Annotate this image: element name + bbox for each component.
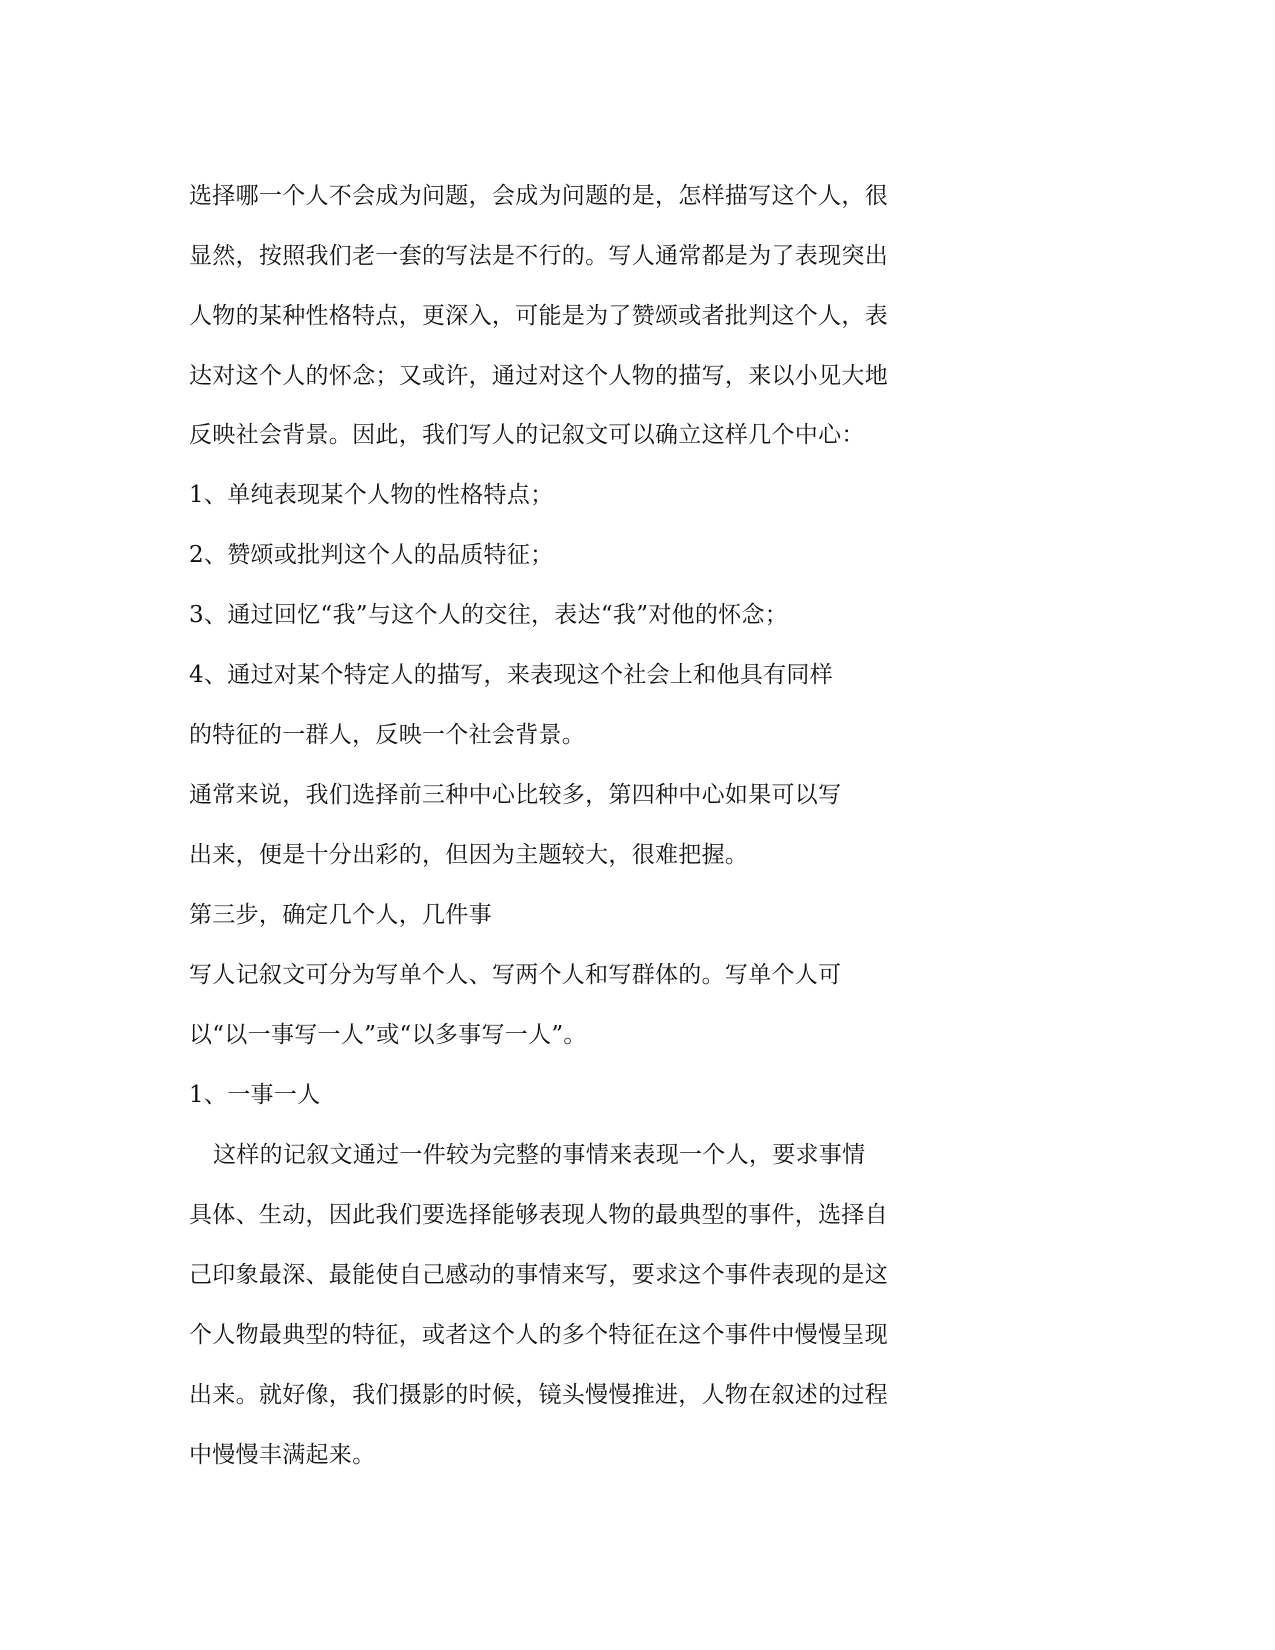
section-heading: 第三步，确定几个人，几件事 — [189, 902, 492, 928]
paragraph-line: 中慢慢丰满起来。 — [189, 1442, 376, 1468]
paragraph-line: 个人物最典型的特征，或者这个人的多个特征在这个事件中慢慢呈现 — [189, 1322, 888, 1348]
paragraph-line: 己印象最深、最能使自己感动的事情来写，要求这个事件表现的是这 — [189, 1262, 888, 1288]
paragraph-line: 达对这个人的怀念；又或许，通过对这个人物的描写，来以小见大地 — [189, 363, 888, 389]
paragraph-line: 显然，按照我们老一套的写法是不行的。写人通常都是为了表现突出 — [189, 243, 888, 269]
list-item: 3、通过回忆“我”与这个人的交往，表达“我”对他的怀念； — [189, 602, 789, 628]
paragraph-line: 具体、生动，因此我们要选择能够表现人物的最典型的事件，选择自 — [189, 1202, 888, 1228]
paragraph-line: 这样的记叙文通过一件较为完整的事情来表现一个人，要求事情 — [213, 1142, 866, 1168]
list-item-continuation: 的特征的一群人，反映一个社会背景。 — [189, 722, 586, 748]
paragraph-line: 反映社会背景。因此，我们写人的记叙文可以确立这样几个中心： — [189, 422, 865, 448]
paragraph-line: 通常来说，我们选择前三种中心比较多，第四种中心如果可以写 — [189, 782, 842, 808]
list-item: 4、通过对某个特定人的描写，来表现这个社会上和他具有同样 — [189, 662, 834, 688]
list-item: 2、赞颂或批判这个人的品质特征； — [189, 542, 554, 568]
subsection-heading: 1、一事一人 — [189, 1082, 321, 1108]
list-item: 1、单纯表现某个人物的性格特点； — [189, 482, 554, 508]
paragraph-line: 以“以一事写一人”或“以多事写一人”。 — [189, 1022, 587, 1048]
paragraph-line: 选择哪一个人不会成为问题，会成为问题的是，怎样描写这个人，很 — [189, 183, 888, 209]
paragraph-line: 写人记叙文可分为写单个人、写两个人和写群体的。写单个人可 — [189, 962, 842, 988]
paragraph-line: 人物的某种性格特点，更深入，可能是为了赞颂或者批判这个人，表 — [189, 303, 888, 329]
paragraph-line: 出来。就好像，我们摄影的时候，镜头慢慢推进，人物在叙述的过程 — [189, 1382, 888, 1408]
paragraph-line: 出来，便是十分出彩的，但因为主题较大，很难把握。 — [189, 842, 749, 868]
